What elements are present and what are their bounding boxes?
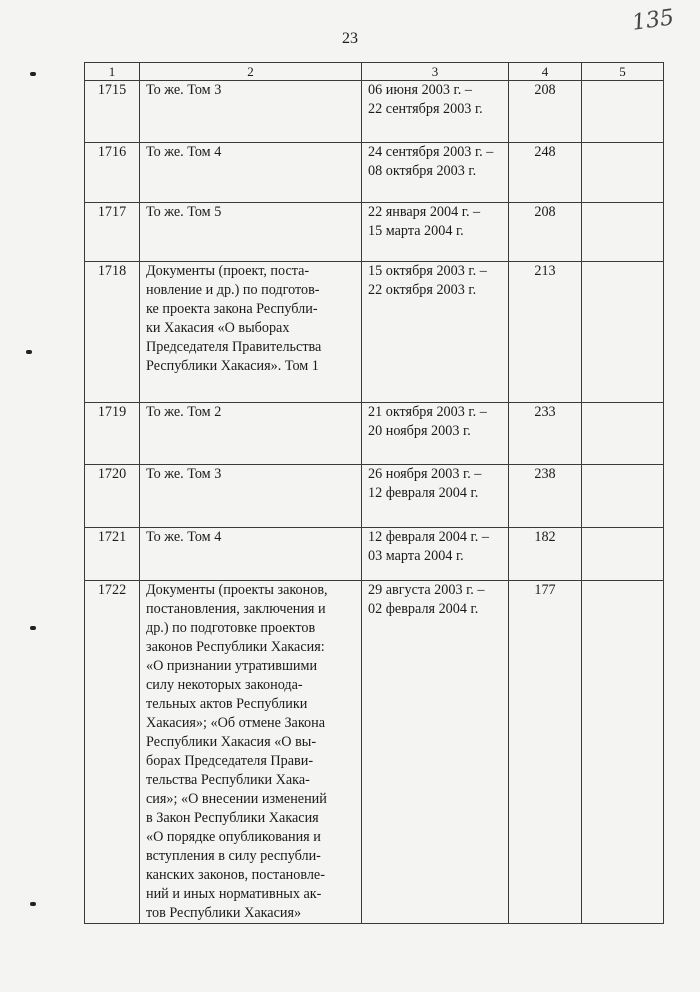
item-dates: 06 июня 2003 г. – 22 сентября 2003 г. xyxy=(362,81,509,143)
table-row xyxy=(85,203,664,262)
item-pages: 208 xyxy=(509,203,582,262)
item-title: Документы (проект, поста- новление и др.) по подготов- ке проекта закона Республи- ки Хакасия «О выборах Председателя Правительства Республики Хакасия». Том 1 xyxy=(140,262,362,403)
header-row xyxy=(85,63,664,81)
item-number: 1717 xyxy=(85,203,140,262)
item-number: 1721 xyxy=(85,528,140,581)
table-row xyxy=(85,143,664,203)
item-dates: 12 февраля 2004 г. – 03 марта 2004 г. xyxy=(362,528,509,581)
item-pages: 238 xyxy=(509,465,582,528)
header-cell: 4 xyxy=(509,63,582,81)
item-note xyxy=(582,143,664,203)
item-pages: 182 xyxy=(509,528,582,581)
page-number: 23 xyxy=(342,30,358,47)
item-dates: 22 января 2004 г. – 15 марта 2004 г. xyxy=(362,203,509,262)
header-cell: 2 xyxy=(140,63,362,81)
table-row xyxy=(85,465,664,528)
item-title: Документы (проекты законов, постановления, заключения и др.) по подготовке проектов законов Республики Хакасия: «О признании утратившими силу некоторых законода- тельных актов Республики Хакасия»; «Об отмене Закона Республики Хакасия «О вы- борах Председателя Прави- тельства Республики Хака- сия»; «О внесении изменений в Закон Республики Хакасия «О порядке опубликования и вступления в силу республи- канских законов, постановле- ний и иных нормативных ак- тов Республики Хакасия» xyxy=(140,581,362,924)
item-title: То же. Том 3 xyxy=(140,81,362,143)
header-cell: 5 xyxy=(582,63,664,81)
item-title: То же. Том 4 xyxy=(140,143,362,203)
table-row xyxy=(85,581,664,924)
item-title: То же. Том 5 xyxy=(140,203,362,262)
item-pages: 208 xyxy=(509,81,582,143)
table-row xyxy=(85,262,664,403)
item-note xyxy=(582,81,664,143)
item-note xyxy=(582,262,664,403)
header-cell: 3 xyxy=(362,63,509,81)
binding-mark xyxy=(30,626,36,630)
handwritten-sheet-number: 135 xyxy=(630,5,676,36)
item-pages: 213 xyxy=(509,262,582,403)
binding-mark xyxy=(30,72,36,76)
item-dates: 21 октября 2003 г. – 20 ноября 2003 г. xyxy=(362,403,509,465)
item-number: 1715 xyxy=(85,81,140,143)
item-title: То же. Том 3 xyxy=(140,465,362,528)
binding-mark xyxy=(30,902,36,906)
item-title: То же. Том 2 xyxy=(140,403,362,465)
item-number: 1716 xyxy=(85,143,140,203)
item-number: 1720 xyxy=(85,465,140,528)
inventory-table xyxy=(84,62,664,924)
item-note xyxy=(582,203,664,262)
table-row xyxy=(85,528,664,581)
item-pages: 248 xyxy=(509,143,582,203)
item-dates: 26 ноября 2003 г. – 12 февраля 2004 г. xyxy=(362,465,509,528)
item-pages: 233 xyxy=(509,403,582,465)
binding-mark xyxy=(26,350,32,354)
item-note xyxy=(582,403,664,465)
item-note xyxy=(582,528,664,581)
item-number: 1719 xyxy=(85,403,140,465)
item-dates: 15 октября 2003 г. – 22 октября 2003 г. xyxy=(362,262,509,403)
item-pages: 177 xyxy=(509,581,582,924)
table-row xyxy=(85,403,664,465)
item-number: 1718 xyxy=(85,262,140,403)
header-cell: 1 xyxy=(85,63,140,81)
item-title: То же. Том 4 xyxy=(140,528,362,581)
item-note xyxy=(582,581,664,924)
item-dates: 24 сентября 2003 г. – 08 октября 2003 г. xyxy=(362,143,509,203)
item-dates: 29 августа 2003 г. – 02 февраля 2004 г. xyxy=(362,581,509,924)
item-note xyxy=(582,465,664,528)
table-row xyxy=(85,81,664,143)
item-number: 1722 xyxy=(85,581,140,924)
